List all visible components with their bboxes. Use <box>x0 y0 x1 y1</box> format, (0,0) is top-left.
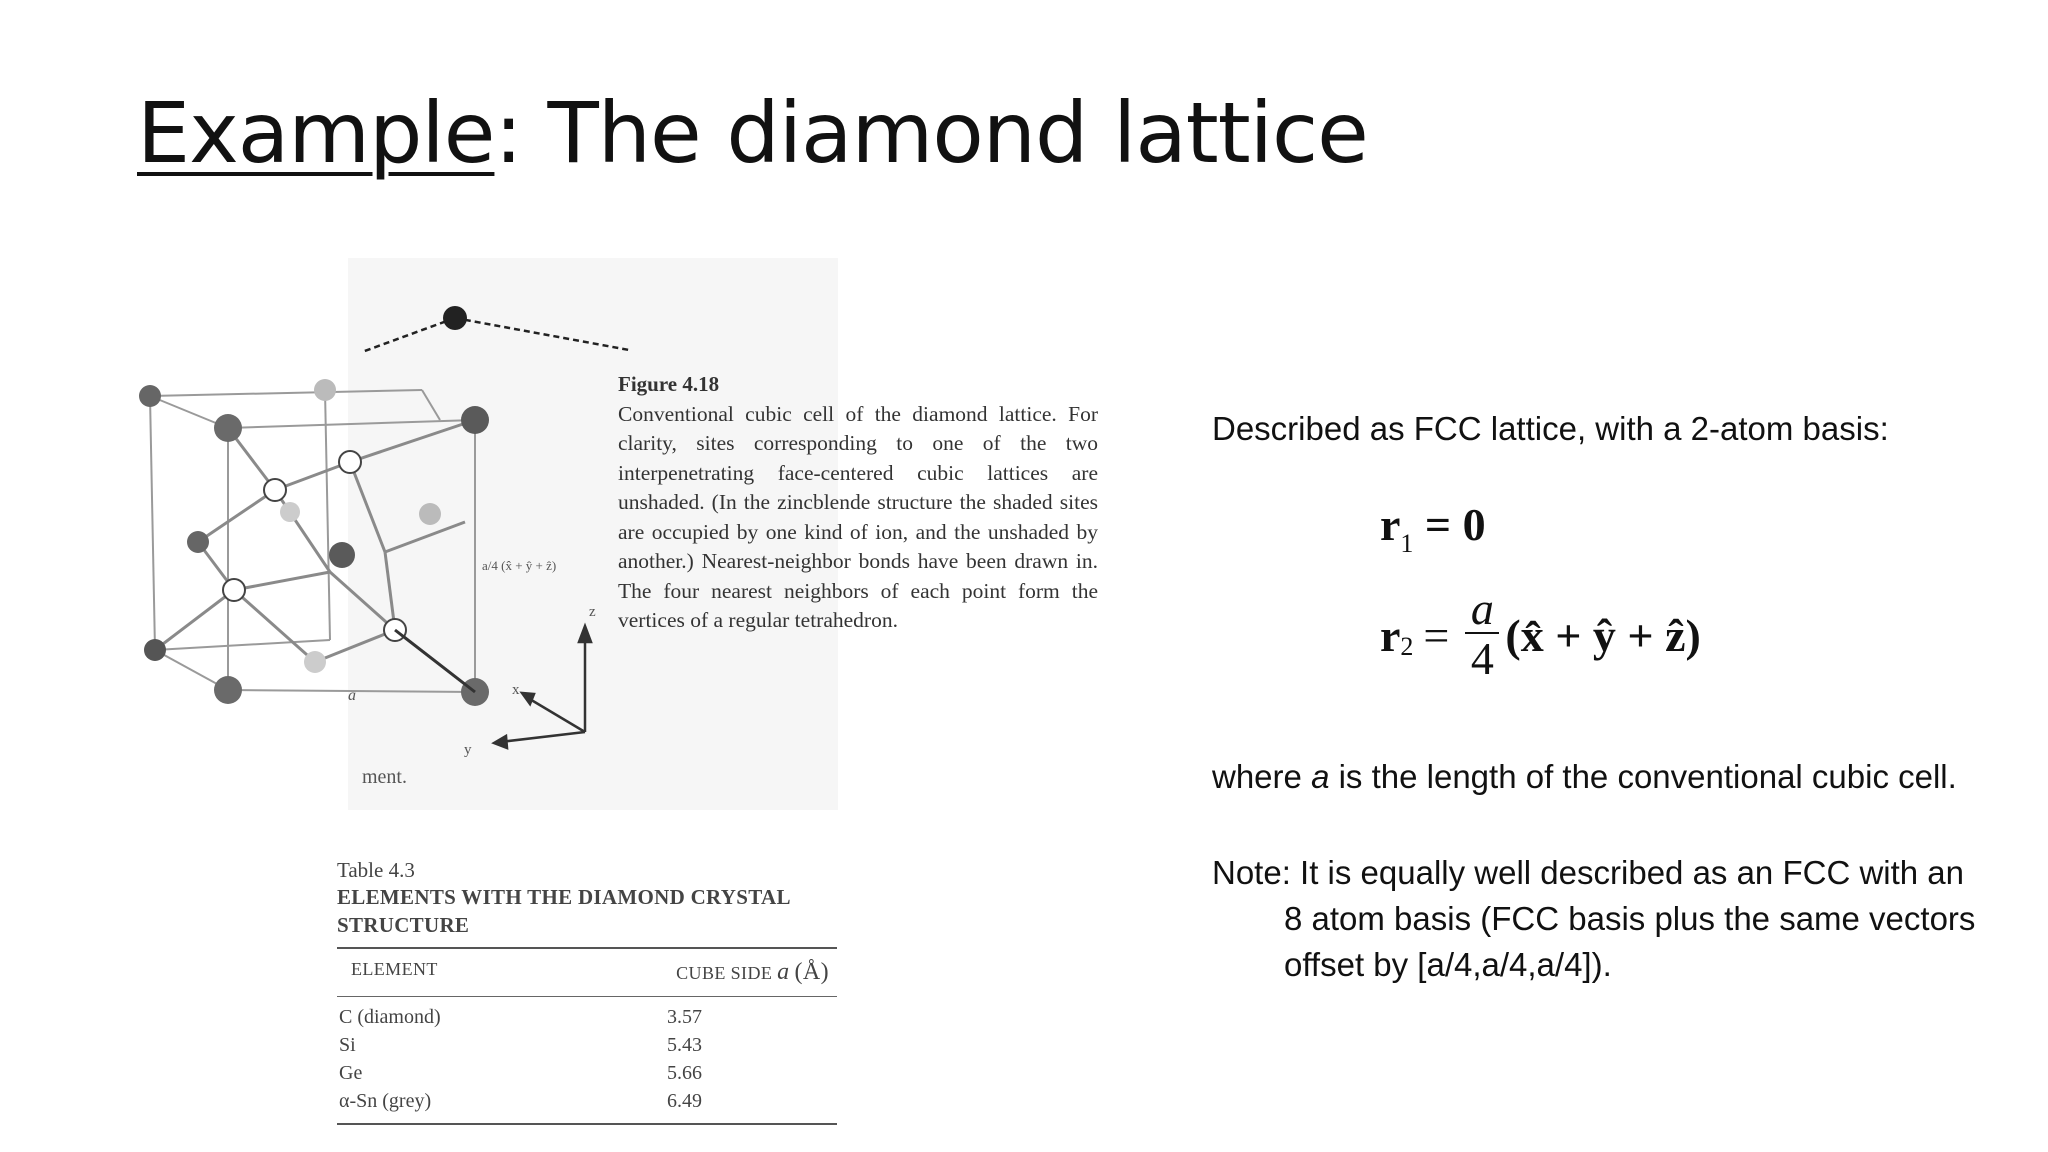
atoms <box>139 379 489 706</box>
atom-top <box>443 306 467 330</box>
equation-r2: r 2 = $\frac{a}{4}$ (x̂ + ŷ + ẑ) <box>1380 583 1701 684</box>
figure-heading: Figure 4.18 <box>618 372 720 396</box>
table-header-row <box>337 949 837 996</box>
label-a: a <box>348 687 356 704</box>
figure-caption <box>618 370 1098 636</box>
table-header-element: ELEMENT <box>351 959 438 979</box>
axes <box>494 626 591 748</box>
table-bottom-rule <box>337 1123 837 1125</box>
offset-vector <box>395 630 475 692</box>
table-row: Si 5.43 <box>339 1034 702 1056</box>
label-y: y <box>464 742 472 758</box>
table-title: ELEMENTS WITH THE DIAMOND CRYSTAL STRUCTURE <box>337 885 790 937</box>
top-dashed-edges <box>362 306 630 362</box>
basis-description: Described as FCC lattice, with a 2-atom basis: <box>1212 410 1889 447</box>
table-number: Table 4.3 <box>337 858 415 882</box>
elements-table <box>337 858 837 1125</box>
where-statement: where a is the length of the conventional cubic cell. <box>1212 758 1957 795</box>
scan-fragment-text: ment. <box>362 766 407 788</box>
label-x: x <box>512 682 520 698</box>
figure-caption-body: Conventional cubic cell of the diamond lattice. For clarity, sites corresponding to one of the two interpenetrating face-centered cubic lattices are unshaded. (In the zincblende structure the shaded sites are occupied by one kind of ion, and the unshaded by another.) Nearest-neighbor bonds have been drawn in. The four nearest neighbors of each point form the vertices of a regular tetrahedron. <box>618 401 1098 632</box>
equation-r1: $r_1 = 0$ <box>1380 499 1486 558</box>
fraction-a-over-4: $\frac{a}{4}$ <box>1465 586 1499 684</box>
table-row: C (diamond) 3.57 <box>339 1006 702 1028</box>
title-rest: : The diamond lattice <box>494 84 1368 182</box>
slide-title <box>137 84 1368 182</box>
table-row: α-Sn (grey) 6.49 <box>339 1090 702 1112</box>
note-statement: Note: It is equally well described as an FCC with an 8 atom basis (FCC basis plus the same vectors offset by [a/4,a/4,a/4]). <box>1212 854 1976 983</box>
table-body <box>337 997 837 1115</box>
label-z: z <box>589 604 596 620</box>
title-underlined-word: Example <box>137 84 495 182</box>
table-row: Ge 5.66 <box>339 1062 702 1084</box>
table-header-side: CUBE SIDE a (Å) <box>676 959 829 985</box>
offset-label: a/4 (x̂ + ŷ + ẑ) <box>482 558 557 573</box>
diamond-lattice-figure <box>130 290 630 760</box>
